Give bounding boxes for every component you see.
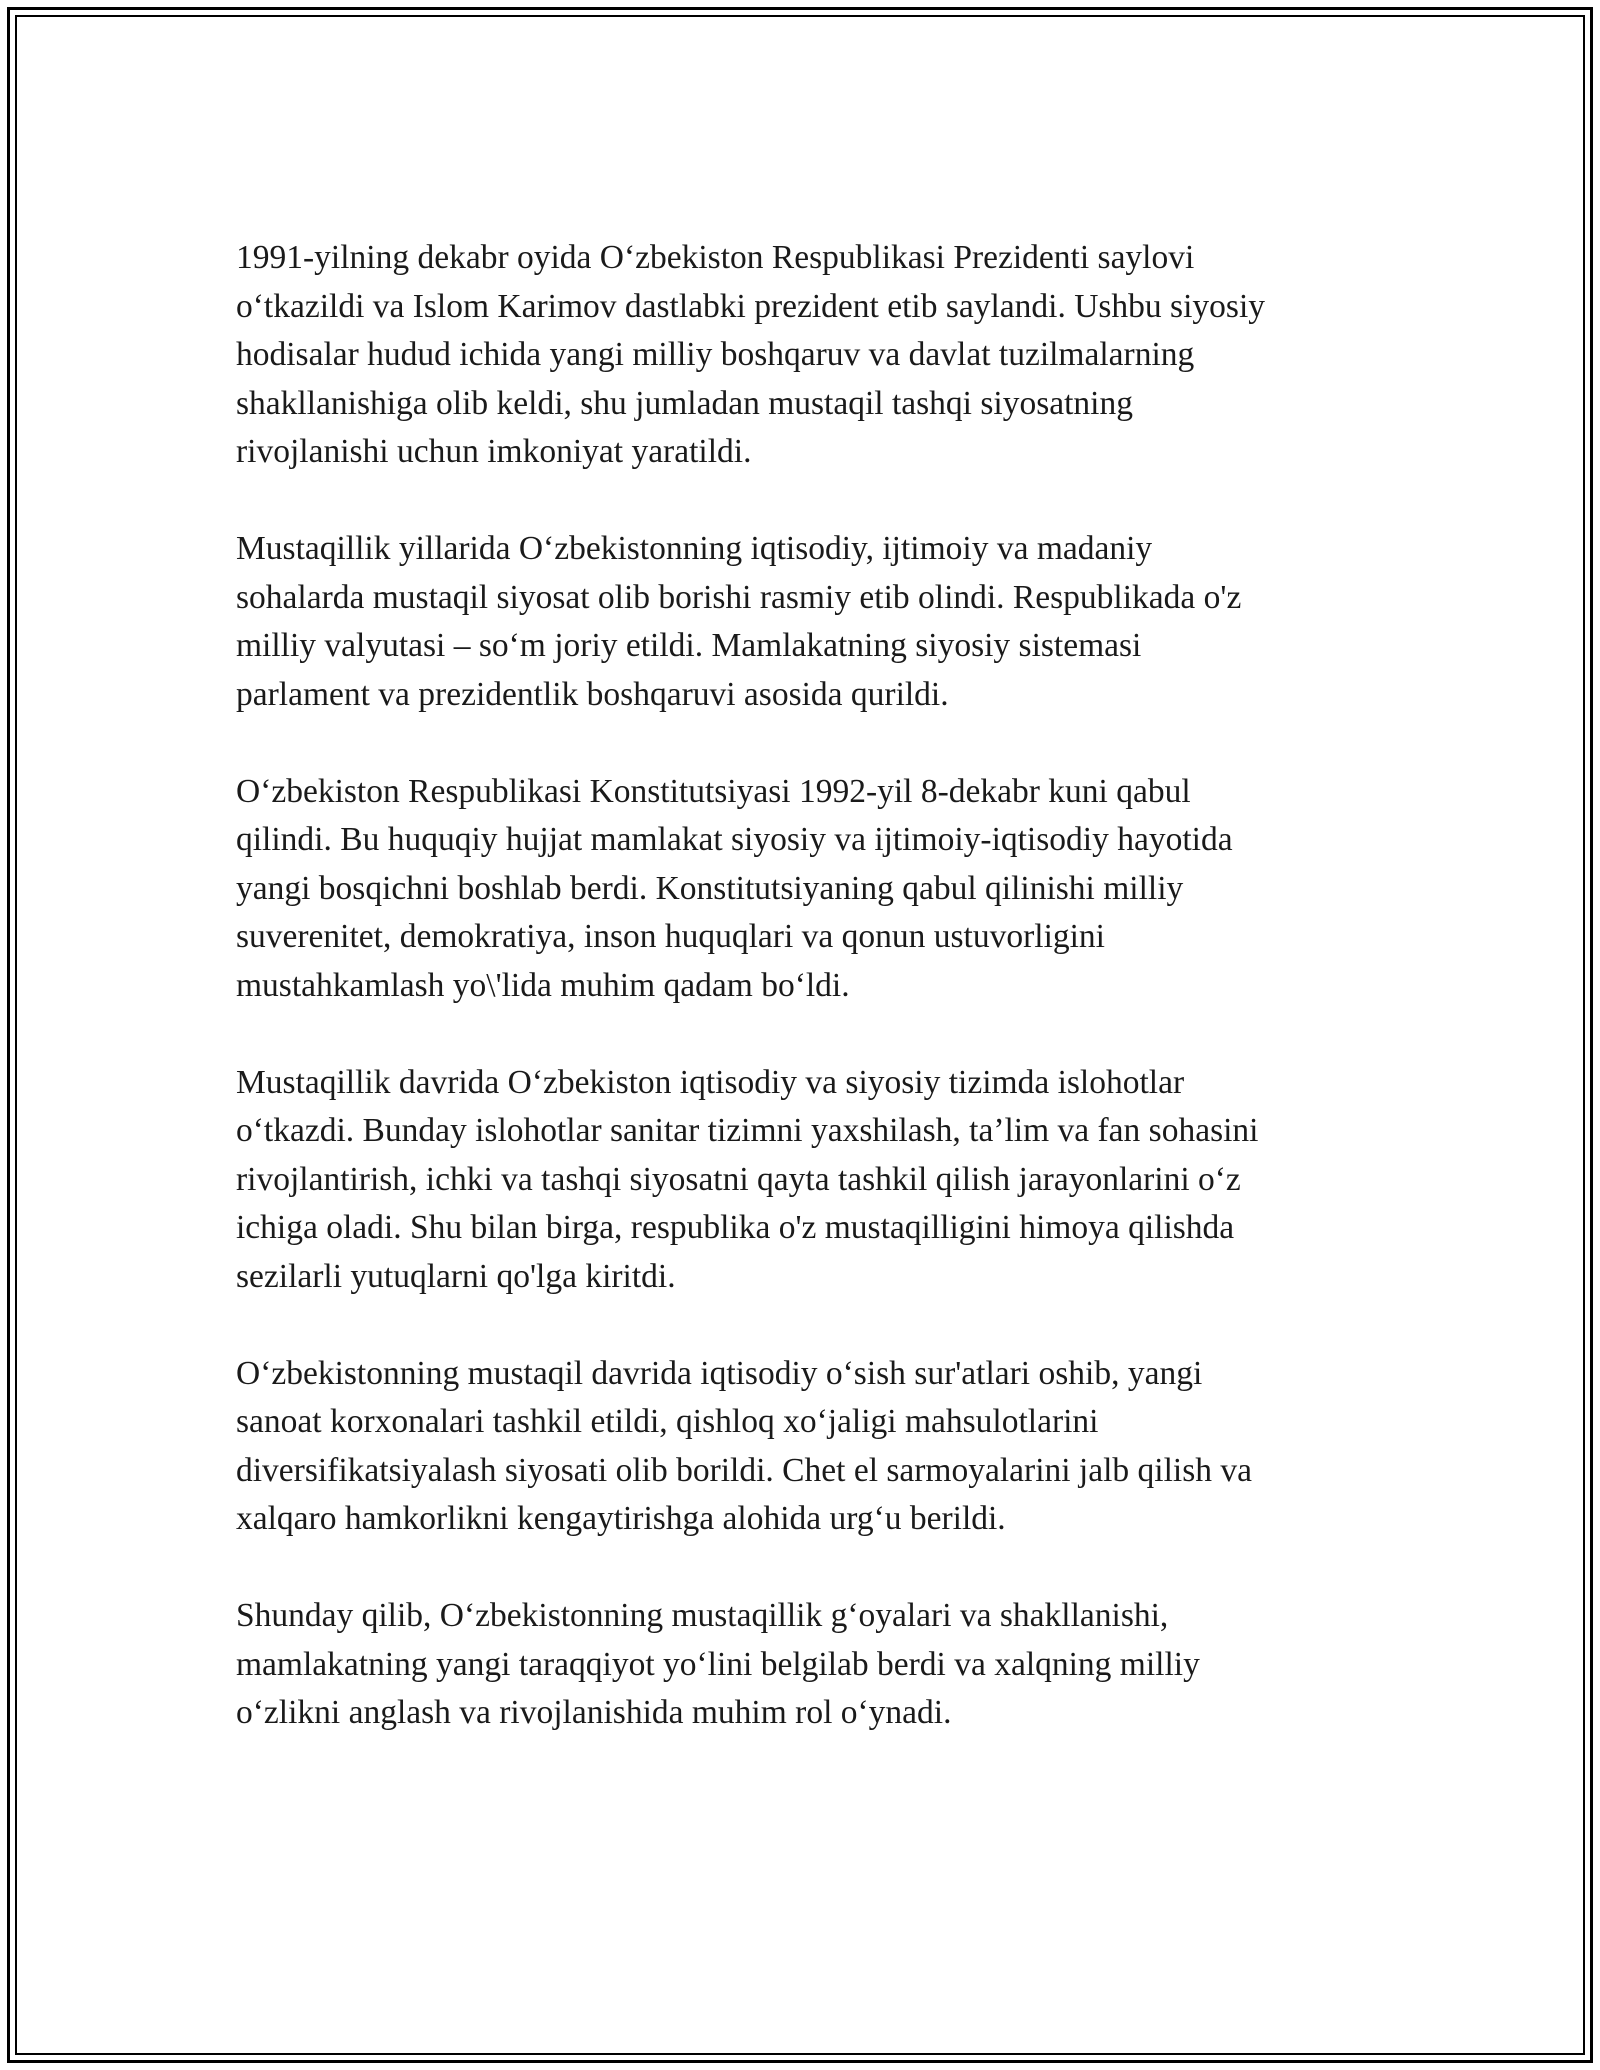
paragraph-2: Mustaqillik yillarida O‘zbekistonning iqtisodiy, ijtimoiy va madaniy sohalarda mustaqil siyosat olib borishi rasmiy etib olindi. Respublikada o'z milliy valyutasi – so‘m joriy etildi. Mamlakatning siyosiy sistemasi parlament va prezidentlik boshqaruvi asosida qurildi. — [236, 530, 1242, 713]
paragraph-1: 1991-yilning dekabr oyida O‘zbekiston Respublikasi Prezidenti saylovi o‘tkazildi va Islom Karimov dastlabki prezident etib saylandi. Ushbu siyosiy hodisalar hudud ichida yangi milliy boshqaruv va davlat tuzilmalarning shakllanishiga olib keldi, shu jumladan mustaqil tashqi siyosatning rivojlanishi uchun imkoniyat yaratildi. — [236, 239, 1265, 470]
paragraph-3: O‘zbekiston Respublikasi Konstitutsiyasi 1992-yil 8-dekabr kuni qabul qilindi. Bu huquqiy hujjat mamlakat siyosiy va ijtimoiy-iqtisodiy hayotida yangi bosqichni boshlab berdi. Konstitutsiyaning qabul qilinishi milliy suverenitet, demokratiya, inson huquqlari va qonun ustuvorligini mustahkamlash yo\'lida muhim qadam bo‘ldi. — [236, 772, 1233, 1004]
paragraph-4: Mustaqillik davrida O‘zbekiston iqtisodiy va siyosiy tizimda islohotlar o‘tkazdi. Bunday islohotlar sanitar tizimni yaxshilash, ta’lim va fan sohasini rivojlantirish, ichki va tashqi siyosatni qayta tashkil qilish jarayonlarini o‘z ichiga oladi. Shu bilan birga, respublika o'z mustaqilligini himoya qilishda sezilarli yutuqlarni qo'lga kiritdi. — [236, 1063, 1259, 1295]
paragraph-6: Shunday qilib, O‘zbekistonning mustaqillik g‘oyalari va shakllanishi, mamlakatning yangi taraqqiyot yo‘lini belgilab berdi va xalqning milliy o‘zlikni anglash va rivojlanishida muhim rol o‘ynadi. — [236, 1597, 1200, 1731]
paragraph-5: O‘zbekistonning mustaqil davrida iqtisodiy o‘sish sur'atlari oshib, yangi sanoat korxonalari tashkil etildi, qishloq xo‘jaligi mahsulotlarini diversifikatsiyalash siyosati olib borildi. Chet el sarmoyalarini jalb qilish va xalqaro hamkorlikni kengaytirishga alohida urg‘u berildi. — [236, 1354, 1252, 1537]
document-body — [236, 234, 1386, 1738]
